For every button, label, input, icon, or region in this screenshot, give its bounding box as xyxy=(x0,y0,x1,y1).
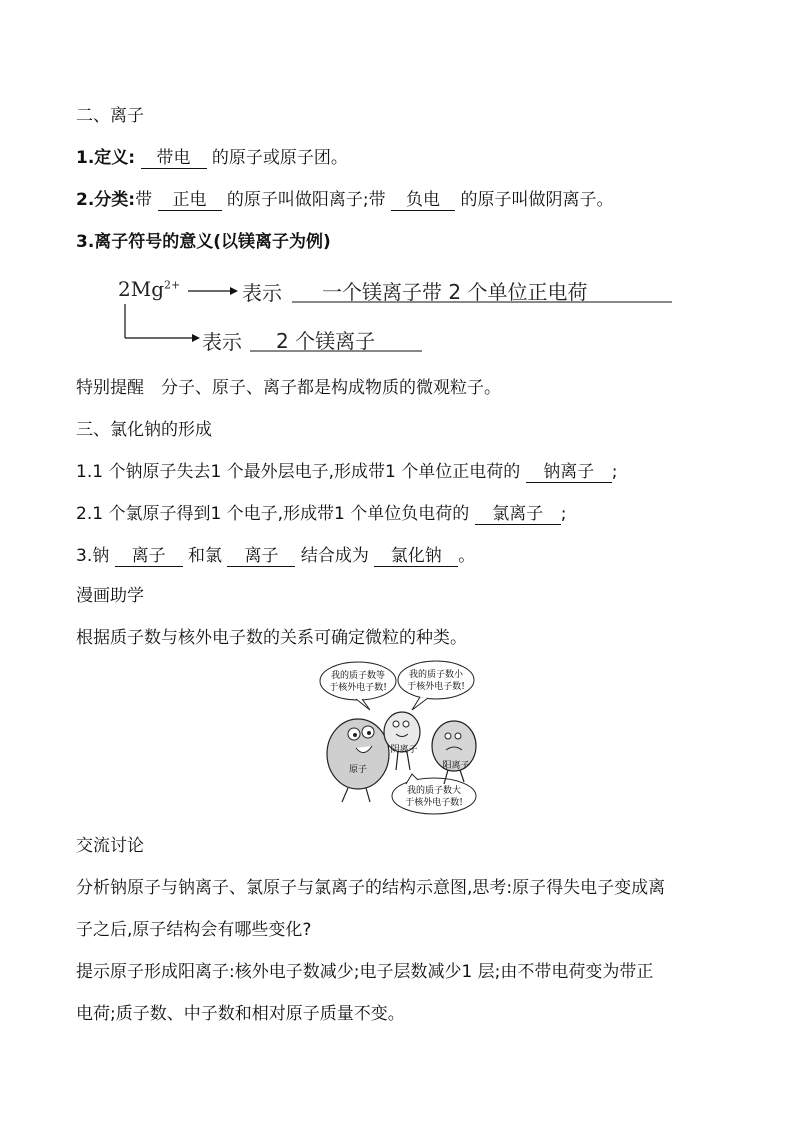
bubble-3-line-1: 我的质子数大 xyxy=(406,786,462,796)
discussion-question-line-1: 分析钠原子与钠离子、氯原子与氯离子的结构示意图,思考:原子得失电子变成离 xyxy=(76,878,666,898)
cation-label: 阳离子 xyxy=(442,761,470,771)
discussion-answer-line-1: 提示原子形成阳离子:核外电子数减少;电子层数减少1 层;由不带电荷变为带正 xyxy=(76,962,654,982)
arrow-2-head xyxy=(192,334,200,342)
nacl-line-3-blank-3: 氯化钠 xyxy=(374,546,458,567)
nacl-line-2 xyxy=(76,502,566,526)
bubble-3-shape xyxy=(392,778,476,814)
nacl-line-3-blank-1: 离子 xyxy=(115,546,183,567)
nacl-line-3-mid-2: 结合成为 xyxy=(300,546,369,566)
nacl-line-1 xyxy=(76,460,617,484)
symbol-meaning-heading: 3.离子符号的意义(以镁离子为例) xyxy=(76,232,331,252)
classification-label: 2.分类: xyxy=(76,190,136,210)
ion-charge: 2+ xyxy=(164,278,181,292)
bubble-2-line-1: 我的质子数小 xyxy=(408,670,464,680)
bubble-1-line-1: 我的质子数等 xyxy=(330,671,386,681)
nacl-line-1-blank: 钠离子 xyxy=(526,462,612,483)
anion-label: 阴离子 xyxy=(390,745,418,755)
nacl-line-3 xyxy=(76,544,475,568)
definition-line xyxy=(76,146,348,170)
nacl-line-3-pre: 3.钠 xyxy=(76,546,110,566)
comic-intro: 根据质子数与核外电子数的关系可确定微粒的种类。 xyxy=(76,628,467,648)
comic-drawing xyxy=(318,660,482,820)
nacl-line-2-end: ; xyxy=(560,504,567,524)
classification-blank-positive: 正电 xyxy=(158,190,222,211)
discussion-question-line-2: 子之后,原子结构会有哪些变化? xyxy=(76,920,312,940)
definition-rest: 的原子或原子团。 xyxy=(211,148,348,168)
expr1-label: 表示 xyxy=(242,281,282,305)
definition-blank: 带电 xyxy=(141,148,207,169)
special-reminder: 特别提醒 分子、原子、离子都是构成物质的微观粒子。 xyxy=(76,378,501,398)
bubble-2-line-2: 于核外电子数! xyxy=(407,682,465,692)
bubble-1-tail xyxy=(356,699,370,710)
bubble-1-line-2: 于核外电子数! xyxy=(329,683,387,693)
classification-rest: 的原子叫做阴离子。 xyxy=(460,190,614,210)
nacl-line-2-text: 2.1 个氯原子得到1 个电子,形成带1 个单位负电荷的 xyxy=(76,504,470,524)
classification-blank-negative: 负电 xyxy=(391,190,455,211)
nacl-line-3-blank-2: 离子 xyxy=(227,546,295,567)
section-title-ions: 二、离子 xyxy=(76,106,144,126)
expr2-answer: 2 个镁离子 xyxy=(276,329,376,353)
bubble-1-shape xyxy=(320,662,396,700)
classification-mid: 的原子叫做阳离子;带 xyxy=(226,190,386,210)
classification-line xyxy=(76,188,613,212)
ion-symbol-text: 2Mg xyxy=(118,277,165,301)
bubble-2-shape xyxy=(398,661,474,699)
comic-illustration xyxy=(318,660,482,820)
nacl-line-1-text: 1.1 个钠原子失去1 个最外层电子,形成带1 个单位正电荷的 xyxy=(76,462,521,482)
arrow-1-head xyxy=(230,287,238,295)
classification-pre: 带 xyxy=(135,190,153,210)
comic-title: 漫画助学 xyxy=(76,586,144,606)
nacl-line-2-blank: 氯离子 xyxy=(475,504,561,525)
expr2-label: 表示 xyxy=(202,330,242,354)
discussion-title: 交流讨论 xyxy=(76,836,144,856)
section-title-nacl: 三、氯化钠的形成 xyxy=(76,420,212,440)
nacl-line-1-end: ; xyxy=(611,462,618,482)
expr1-answer: 一个镁离子带 2 个单位正电荷 xyxy=(322,280,588,304)
discussion-answer-line-2: 电荷;质子数、中子数和相对原子质量不变。 xyxy=(76,1004,405,1024)
nacl-line-3-end: 。 xyxy=(458,546,476,566)
bubble-3-line-2: 于核外电子数! xyxy=(405,798,463,808)
bubble-2-tail xyxy=(412,697,428,710)
nacl-line-3-mid-1: 和氯 xyxy=(188,546,223,566)
atom-label: 原子 xyxy=(348,765,368,775)
definition-label: 1.定义: xyxy=(76,148,136,168)
